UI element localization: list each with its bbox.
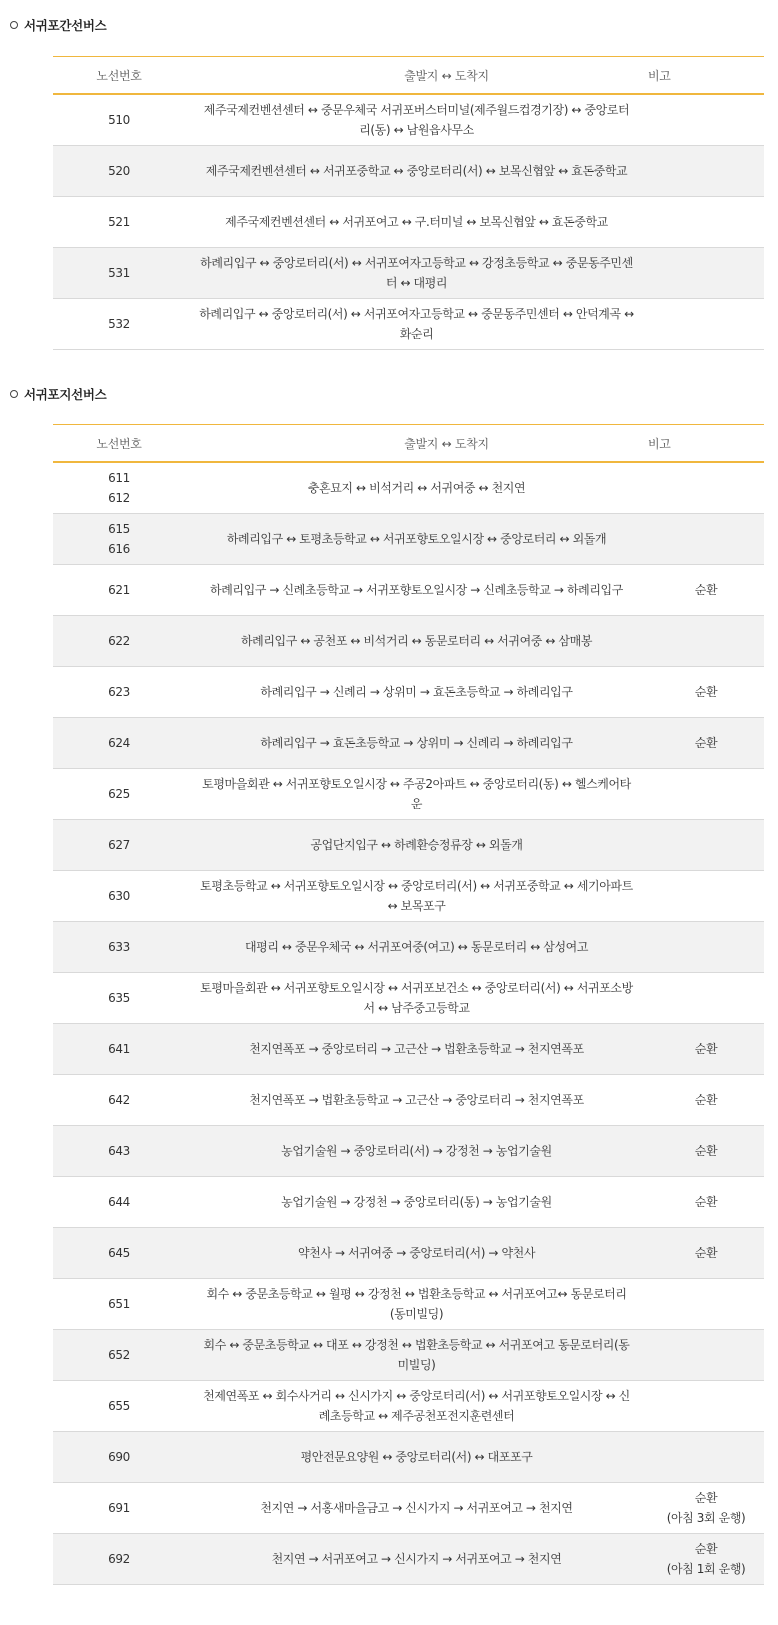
route-stops-cell: 하례리입구 ↔ 중앙로터리(서) ↔ 서귀포여자고등학교 ↔ 강정초등학교 ↔ 중문동주민센터 ↔ 대평리 <box>185 248 648 299</box>
route-stops-cell: 천지연폭포 → 중앙로터리 → 고근산 → 법환초등학교 → 천지연폭포 <box>185 1024 648 1075</box>
route-stops-cell: 공업단지입구 ↔ 하례환승정류장 ↔ 외돌개 <box>185 820 648 871</box>
route-stops-cell: 회수 ↔ 중문초등학교 ↔ 대포 ↔ 강정천 ↔ 법환초등학교 ↔ 서귀포여고 동문로터리(동미빌딩) <box>185 1330 648 1381</box>
route-stops-cell: 천지연 → 서홍새마을금고 → 신시가지 → 서귀포여고 → 천지연 <box>185 1483 648 1534</box>
route-number-cell <box>53 1024 185 1075</box>
section-title-text: 서귀포간선버스 <box>24 18 107 33</box>
table-row <box>53 1177 764 1228</box>
table-row <box>53 299 764 350</box>
route-note-cell <box>648 146 764 197</box>
route-note-cell <box>648 248 764 299</box>
route-number-cell <box>53 299 185 350</box>
route-note-cell <box>648 1432 764 1483</box>
route-number: 532 <box>108 317 130 331</box>
route-number: 521 <box>108 215 130 229</box>
table-row <box>53 1381 764 1432</box>
route-number: 612 <box>108 491 130 505</box>
route-number: 635 <box>108 991 130 1005</box>
table-row <box>53 820 764 871</box>
route-number: 633 <box>108 940 130 954</box>
route-number: 623 <box>108 685 130 699</box>
header-note: 비고 <box>648 425 764 463</box>
route-number-cell <box>53 1534 185 1585</box>
route-number-cell <box>53 197 185 248</box>
trunk-bus-table <box>53 56 764 350</box>
route-note-cell <box>648 299 764 350</box>
header-route-stops: 출발지 ↔ 도착지 <box>185 57 648 95</box>
route-note-cell: 순환 <box>648 1228 764 1279</box>
route-stops-cell: 대평리 ↔ 중문우체국 ↔ 서귀포여중(여고) ↔ 동문로터리 ↔ 삼성여고 <box>185 922 648 973</box>
route-note-cell <box>648 1381 764 1432</box>
route-number: 615 <box>108 522 130 536</box>
route-stops-cell: 하례리입구 → 신례리 → 상위미 → 효돈초등학교 → 하례리입구 <box>185 667 648 718</box>
route-number: 531 <box>108 266 130 280</box>
route-stops-cell: 토평마을회관 ↔ 서귀포향토오일시장 ↔ 주공2아파트 ↔ 중앙로터리(동) ↔ 헬스케어타운 <box>185 769 648 820</box>
table-row <box>53 769 764 820</box>
route-number: 627 <box>108 838 130 852</box>
table-header-row <box>53 425 764 463</box>
route-number: 641 <box>108 1042 130 1056</box>
route-number-cell <box>53 1075 185 1126</box>
route-number: 643 <box>108 1144 130 1158</box>
header-route-number: 노선번호 <box>53 57 185 95</box>
table-row <box>53 1432 764 1483</box>
route-number-cell <box>53 1126 185 1177</box>
route-number-cell <box>53 1381 185 1432</box>
route-note-cell: 순환 (아침 1회 운행) <box>648 1534 764 1585</box>
table-row <box>53 922 764 973</box>
table-row <box>53 667 764 718</box>
route-stops-cell: 제주국제컨벤션센터 ↔ 서귀포여고 ↔ 구.터미널 ↔ 보목신협앞 ↔ 효돈중학교 <box>185 197 648 248</box>
route-number-cell <box>53 146 185 197</box>
route-note-cell <box>648 94 764 146</box>
route-number: 624 <box>108 736 130 750</box>
route-number: 692 <box>108 1552 130 1566</box>
route-stops-cell: 천제연폭포 ↔ 회수사거리 ↔ 신시가지 ↔ 중앙로터리(서) ↔ 서귀포향토오일시장 ↔ 신례초등학교 ↔ 제주공천포전지훈련센터 <box>185 1381 648 1432</box>
route-stops-cell: 하례리입구 ↔ 중앙로터리(서) ↔ 서귀포여자고등학교 ↔ 중문동주민센터 ↔ 안덕계곡 ↔ 화순리 <box>185 299 648 350</box>
route-number: 651 <box>108 1297 130 1311</box>
route-number: 625 <box>108 787 130 801</box>
route-note-cell <box>648 820 764 871</box>
circle-bullet-icon <box>10 21 18 29</box>
route-stops-cell: 평안전문요양원 ↔ 중앙로터리(서) ↔ 대포포구 <box>185 1432 648 1483</box>
route-note-cell <box>648 1279 764 1330</box>
section-trunk-title <box>10 16 106 34</box>
table-body <box>53 462 764 1585</box>
route-number: 622 <box>108 634 130 648</box>
route-note-cell <box>648 1330 764 1381</box>
route-note-cell: 순환 <box>648 667 764 718</box>
route-number-cell <box>53 514 185 565</box>
table-header-row <box>53 57 764 95</box>
header-note: 비고 <box>648 57 764 95</box>
table-row <box>53 1024 764 1075</box>
table-row <box>53 565 764 616</box>
table-row <box>53 871 764 922</box>
route-stops-cell: 하례리입구 ↔ 공천포 ↔ 비석거리 ↔ 동문로터리 ↔ 서귀여중 ↔ 삼매봉 <box>185 616 648 667</box>
route-number: 616 <box>108 542 130 556</box>
table-row <box>53 1330 764 1381</box>
table-row <box>53 1534 764 1585</box>
route-note-cell: 순환 <box>648 718 764 769</box>
route-stops-cell: 천지연 → 서귀포여고 → 신시가지 → 서귀포여고 → 천지연 <box>185 1534 648 1585</box>
route-number-cell <box>53 1330 185 1381</box>
route-note-cell <box>648 973 764 1024</box>
route-note-cell: 순환 <box>648 1126 764 1177</box>
route-note-cell <box>648 922 764 973</box>
route-number: 510 <box>108 113 130 127</box>
route-number-cell <box>53 718 185 769</box>
route-stops-cell: 제주국제컨벤션센터 ↔ 서귀포중학교 ↔ 중앙로터리(서) ↔ 보목신협앞 ↔ 효돈중학교 <box>185 146 648 197</box>
route-stops-cell: 회수 ↔ 중문초등학교 ↔ 월평 ↔ 강정천 ↔ 법환초등학교 ↔ 서귀포여고↔ 동문로터리(동미빌딩) <box>185 1279 648 1330</box>
route-stops-cell: 약천사 → 서귀여중 → 중앙로터리(서) → 약천사 <box>185 1228 648 1279</box>
route-number: 645 <box>108 1246 130 1260</box>
route-note-cell: 순환 (아침 3회 운행) <box>648 1483 764 1534</box>
route-note-cell <box>648 769 764 820</box>
route-number-cell <box>53 973 185 1024</box>
route-number-cell <box>53 1228 185 1279</box>
route-number: 611 <box>108 471 130 485</box>
route-number: 630 <box>108 889 130 903</box>
table-row <box>53 616 764 667</box>
route-number: 655 <box>108 1399 130 1413</box>
route-note-cell <box>648 871 764 922</box>
table-row <box>53 94 764 146</box>
branch-bus-table <box>53 424 764 1585</box>
table-body <box>53 94 764 350</box>
route-number-cell <box>53 616 185 667</box>
route-number-cell <box>53 1483 185 1534</box>
route-number: 691 <box>108 1501 130 1515</box>
header-route-number: 노선번호 <box>53 425 185 463</box>
route-number: 642 <box>108 1093 130 1107</box>
header-route-stops: 출발지 ↔ 도착지 <box>185 425 648 463</box>
route-note-cell: 순환 <box>648 1075 764 1126</box>
table-row <box>53 248 764 299</box>
route-number: 520 <box>108 164 130 178</box>
route-number: 690 <box>108 1450 130 1464</box>
route-number-cell <box>53 1177 185 1228</box>
route-note-cell <box>648 197 764 248</box>
route-stops-cell: 하례리입구 → 효돈초등학교 → 상위미 → 신례리 → 하례리입구 <box>185 718 648 769</box>
route-stops-cell: 토평초등학교 ↔ 서귀포향토오일시장 ↔ 중앙로터리(서) ↔ 서귀포중학교 ↔ 세기아파트 ↔ 보목포구 <box>185 871 648 922</box>
route-number-cell <box>53 94 185 146</box>
route-number-cell <box>53 820 185 871</box>
route-number-cell <box>53 1432 185 1483</box>
route-stops-cell: 하례리입구 → 신례초등학교 → 서귀포향토오일시장 → 신례초등학교 → 하례리입구 <box>185 565 648 616</box>
circle-bullet-icon <box>10 390 18 398</box>
route-note-cell <box>648 616 764 667</box>
table-row <box>53 718 764 769</box>
route-stops-cell: 농업기술원 → 중앙로터리(서) → 강정천 → 농업기술원 <box>185 1126 648 1177</box>
route-note-cell: 순환 <box>648 565 764 616</box>
route-number: 644 <box>108 1195 130 1209</box>
table-row <box>53 146 764 197</box>
route-note-cell: 순환 <box>648 1177 764 1228</box>
route-note-cell <box>648 462 764 514</box>
table-row <box>53 1279 764 1330</box>
route-stops-cell: 제주국제컨벤션센터 ↔ 중문우체국 서귀포버스터미널(제주월드컵경기장) ↔ 중앙로터리(동) ↔ 남원읍사무소 <box>185 94 648 146</box>
route-stops-cell: 천지연폭포 → 법환초등학교 → 고근산 → 중앙로터리 → 천지연폭포 <box>185 1075 648 1126</box>
table-row <box>53 197 764 248</box>
route-number-cell <box>53 1279 185 1330</box>
route-number-cell <box>53 565 185 616</box>
table-row <box>53 514 764 565</box>
table-row <box>53 1126 764 1177</box>
route-number-cell <box>53 462 185 514</box>
route-number-cell <box>53 769 185 820</box>
route-number: 621 <box>108 583 130 597</box>
route-note-cell <box>648 514 764 565</box>
route-number: 652 <box>108 1348 130 1362</box>
route-number-cell <box>53 667 185 718</box>
table-row <box>53 1228 764 1279</box>
table-row <box>53 1075 764 1126</box>
section-title-text: 서귀포지선버스 <box>24 387 107 402</box>
route-number-cell <box>53 922 185 973</box>
table-row <box>53 973 764 1024</box>
route-number-cell <box>53 248 185 299</box>
table-row <box>53 1483 764 1534</box>
section-branch-title <box>10 385 106 403</box>
route-stops-cell: 토평마을회관 ↔ 서귀포향토오일시장 ↔ 서귀포보건소 ↔ 중앙로터리(서) ↔ 서귀포소방서 ↔ 남주중고등학교 <box>185 973 648 1024</box>
route-stops-cell: 하례리입구 ↔ 토평초등학교 ↔ 서귀포향토오일시장 ↔ 중앙로터리 ↔ 외돌개 <box>185 514 648 565</box>
route-number-cell <box>53 871 185 922</box>
route-stops-cell: 충혼묘지 ↔ 비석거리 ↔ 서귀여중 ↔ 천지연 <box>185 462 648 514</box>
table-row <box>53 462 764 514</box>
route-stops-cell: 농업기술원 → 강정천 → 중앙로터리(동) → 농업기술원 <box>185 1177 648 1228</box>
route-note-cell: 순환 <box>648 1024 764 1075</box>
